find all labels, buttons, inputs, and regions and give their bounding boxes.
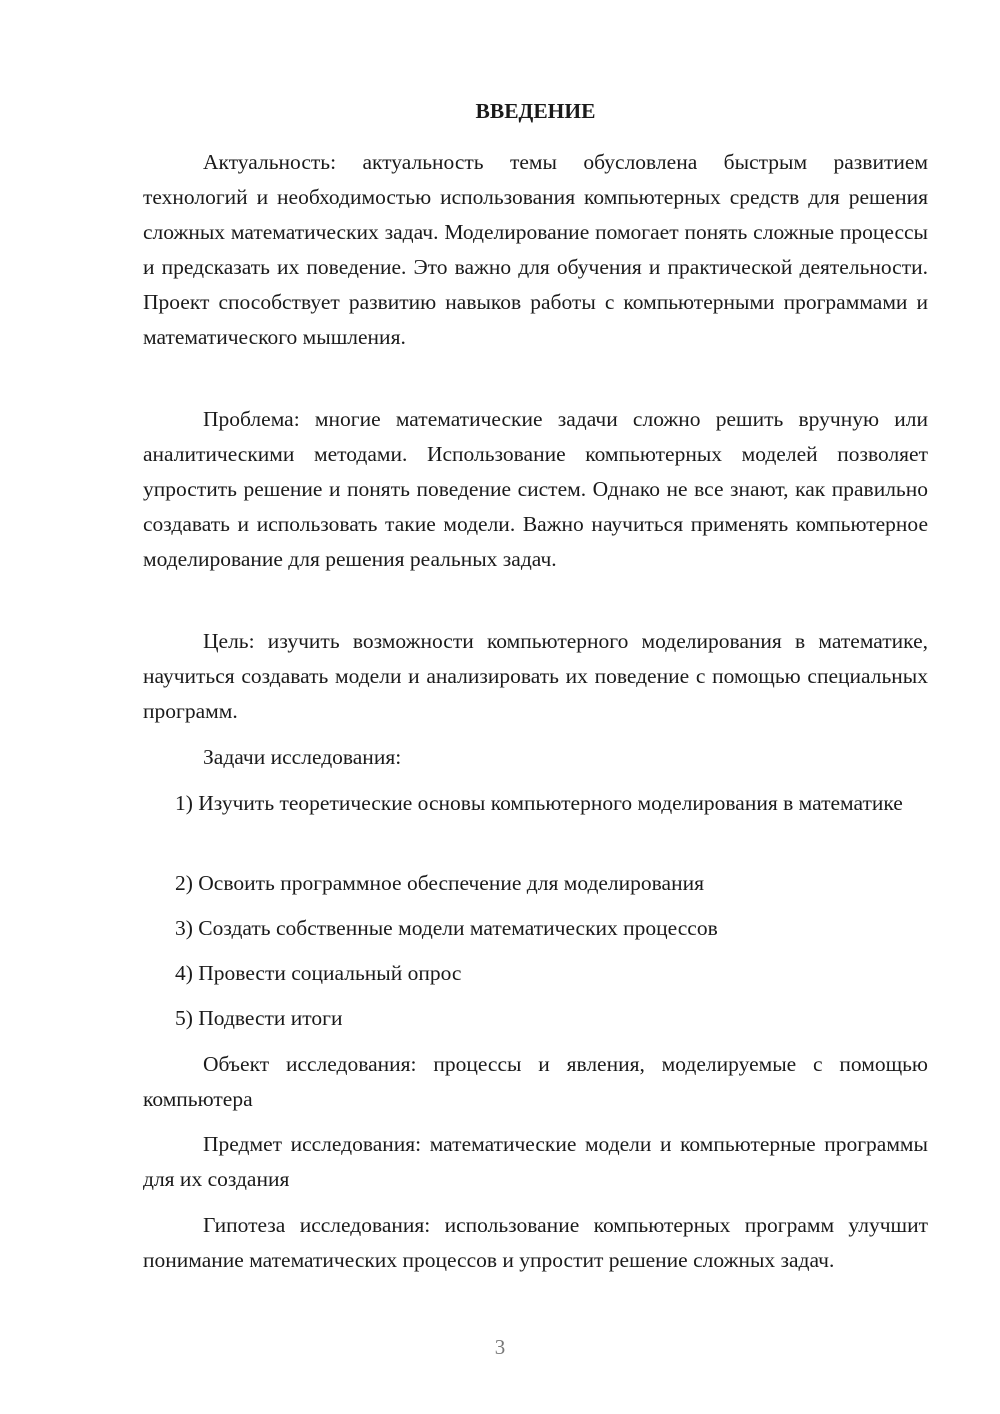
tasks-heading: Задачи исследования: [203, 745, 402, 769]
hypothesis-paragraph: Гипотеза исследования: использование компьютерных программ улучшит понимание математических процессов и упростит решение сложных задач. [143, 1213, 928, 1272]
task-item-3: 3) Создать собственные модели математических процессов [175, 916, 718, 940]
object-paragraph: Объект исследования: процессы и явления, моделируемые с помощью компьютера [143, 1052, 928, 1111]
page-number: 3 [494, 1335, 506, 1359]
subject-paragraph: Предмет исследования: математические модели и компьютерные программы для их создания [143, 1132, 928, 1191]
problem-paragraph: Проблема: многие математические задачи сложно решить вручную или аналитическими методами. Использование компьютерных моделей позволяет упростить решение и понять поведение систем. Однако не все знают, как правильно создавать и использовать такие модели. Важно научиться применять компьютерное моделирование для решения реальных задач. [143, 407, 928, 571]
section-title: ВВЕДЕНИЕ [475, 99, 596, 123]
goal-paragraph: Цель: изучить возможности компьютерного моделирования в математике, научиться создавать модели и анализировать их поведение с помощью специальных программ. [143, 629, 928, 723]
task-item-2: 2) Освоить программное обеспечение для моделирования [175, 871, 704, 895]
task-item-1: 1) Изучить теоретические основы компьютерного моделирования в математике [175, 791, 903, 815]
relevance-paragraph: Актуальность: актуальность темы обусловлена быстрым развитием технологий и необходимостью использования компьютерных средств для решения сложных математических задач. Моделирование помогает понять сложные процессы и предсказать их поведение. Это важно для обучения и практической деятельности. Проект способствует развитию навыков работы с компьютерными программами и математического мышления. [143, 150, 928, 349]
task-item-4: 4) Провести социальный опрос [175, 961, 462, 985]
task-item-5: 5) Подвести итоги [175, 1006, 343, 1030]
